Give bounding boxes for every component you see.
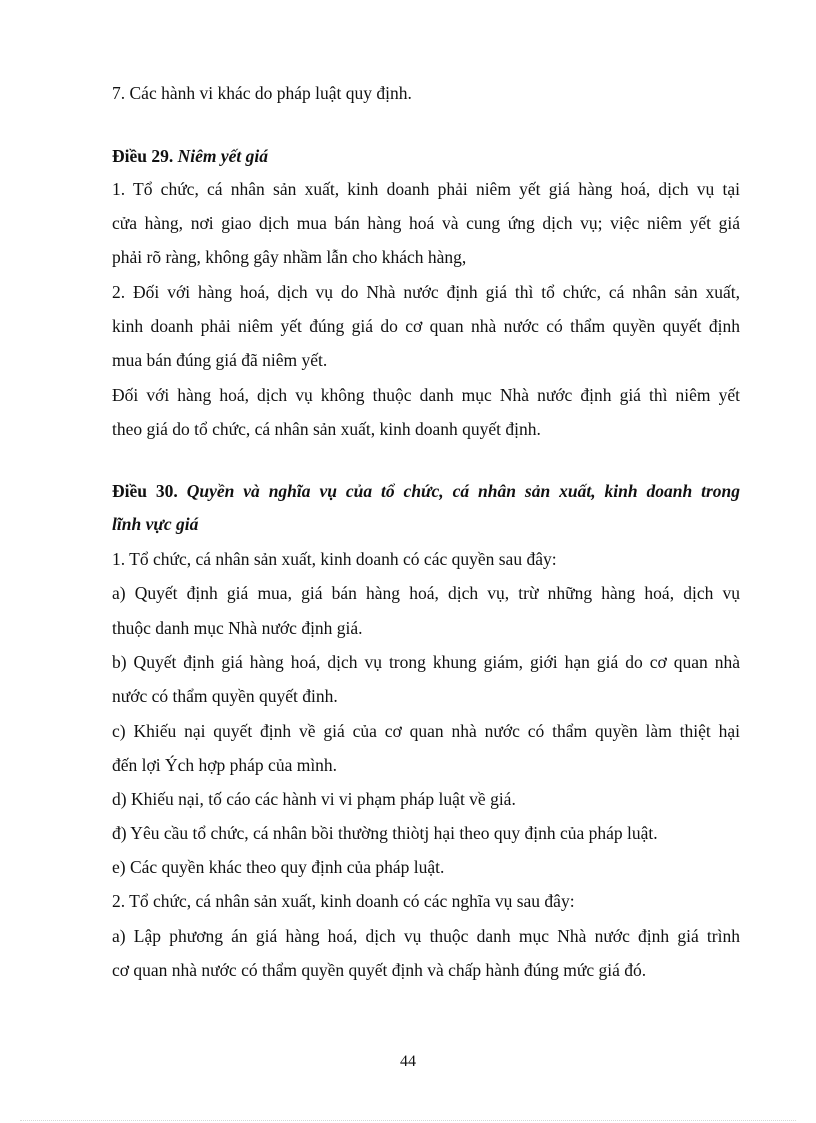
paragraph-line: đ) Yêu cầu tổ chức, cá nhân bồi thường thiòtj hại theo quy định của pháp luật. [112,823,658,843]
paragraph-line: 1. Tổ chức, cá nhân sản xuất, kinh doanh có các quyền sau đây: [112,549,557,569]
article-29-number: Điều 29. [112,146,174,166]
paragraph-line: mua bán đúng giá đã niêm yết. [112,350,328,370]
paragraph-line: cửa hàng, nơi giao dịch mua bán hàng hoá và cung ứng dịch vụ; việc niêm yết giá [112,213,740,233]
paragraph-line: thuộc danh mục Nhà nước định giá. [112,618,363,638]
article-30-heading [112,480,740,502]
page-number: 44 [400,1053,416,1070]
paragraph-line: e) Các quyền khác theo quy định của pháp luật. [112,857,445,877]
paragraph-line: c) Khiếu nại quyết định về giá của cơ quan nhà nước có thẩm quyền làm thiệt hại [112,721,740,741]
paragraph-line: 7. Các hành vi khác do pháp luật quy định. [112,83,412,103]
article-29-heading [112,145,740,167]
article-30-title-line1: Quyền và nghĩa vụ của tổ chức, cá nhân sản xuất, kinh doanh trong [186,481,741,501]
paragraph-line: 2. Đối với hàng hoá, dịch vụ do Nhà nước định giá thì tổ chức, cá nhân sản xuất, [112,282,740,302]
paragraph-line: Đối với hàng hoá, dịch vụ không thuộc danh mục Nhà nước định giá thì niêm yết [112,385,740,405]
article-29-title: Niêm yết giá [177,146,269,166]
article-30-number: Điều 30. [112,481,178,501]
page-bottom-edge [20,1120,796,1121]
paragraph-line: a) Lập phương án giá hàng hoá, dịch vụ thuộc danh mục Nhà nước định giá trình [112,926,740,946]
paragraph-line: d) Khiếu nại, tố cáo các hành vi vi phạm pháp luật về giá. [112,789,516,809]
article-30-title-line2: lĩnh vực giá [112,514,199,534]
paragraph-line: đến lợi Ých hợp pháp của mình. [112,755,338,775]
paragraph-line: phải rõ ràng, không gây nhầm lẫn cho khách hàng, [112,247,467,267]
paragraph-line: a) Quyết định giá mua, giá bán hàng hoá, dịch vụ, trừ những hàng hoá, dịch vụ [112,583,740,603]
paragraph-line: cơ quan nhà nước có thẩm quyền quyết định và chấp hành đúng mức giá đó. [112,960,647,980]
paragraph-line: 2. Tổ chức, cá nhân sản xuất, kinh doanh có các nghĩa vụ sau đây: [112,891,575,911]
paragraph-line: nước có thẩm quyền quyết đinh. [112,686,338,706]
paragraph-line: b) Quyết định giá hàng hoá, dịch vụ trong khung giám, giới hạn giá do cơ quan nhà [112,652,740,672]
article-30-heading-cont [112,513,740,535]
paragraph-line: kinh doanh phải niêm yết đúng giá do cơ quan nhà nước có thẩm quyền quyết định [112,316,740,336]
paragraph-line: 1. Tổ chức, cá nhân sản xuất, kinh doanh phải niêm yết giá hàng hoá, dịch vụ tại [112,179,740,199]
paragraph-line: theo giá do tổ chức, cá nhân sản xuất, kinh doanh quyết định. [112,419,541,439]
